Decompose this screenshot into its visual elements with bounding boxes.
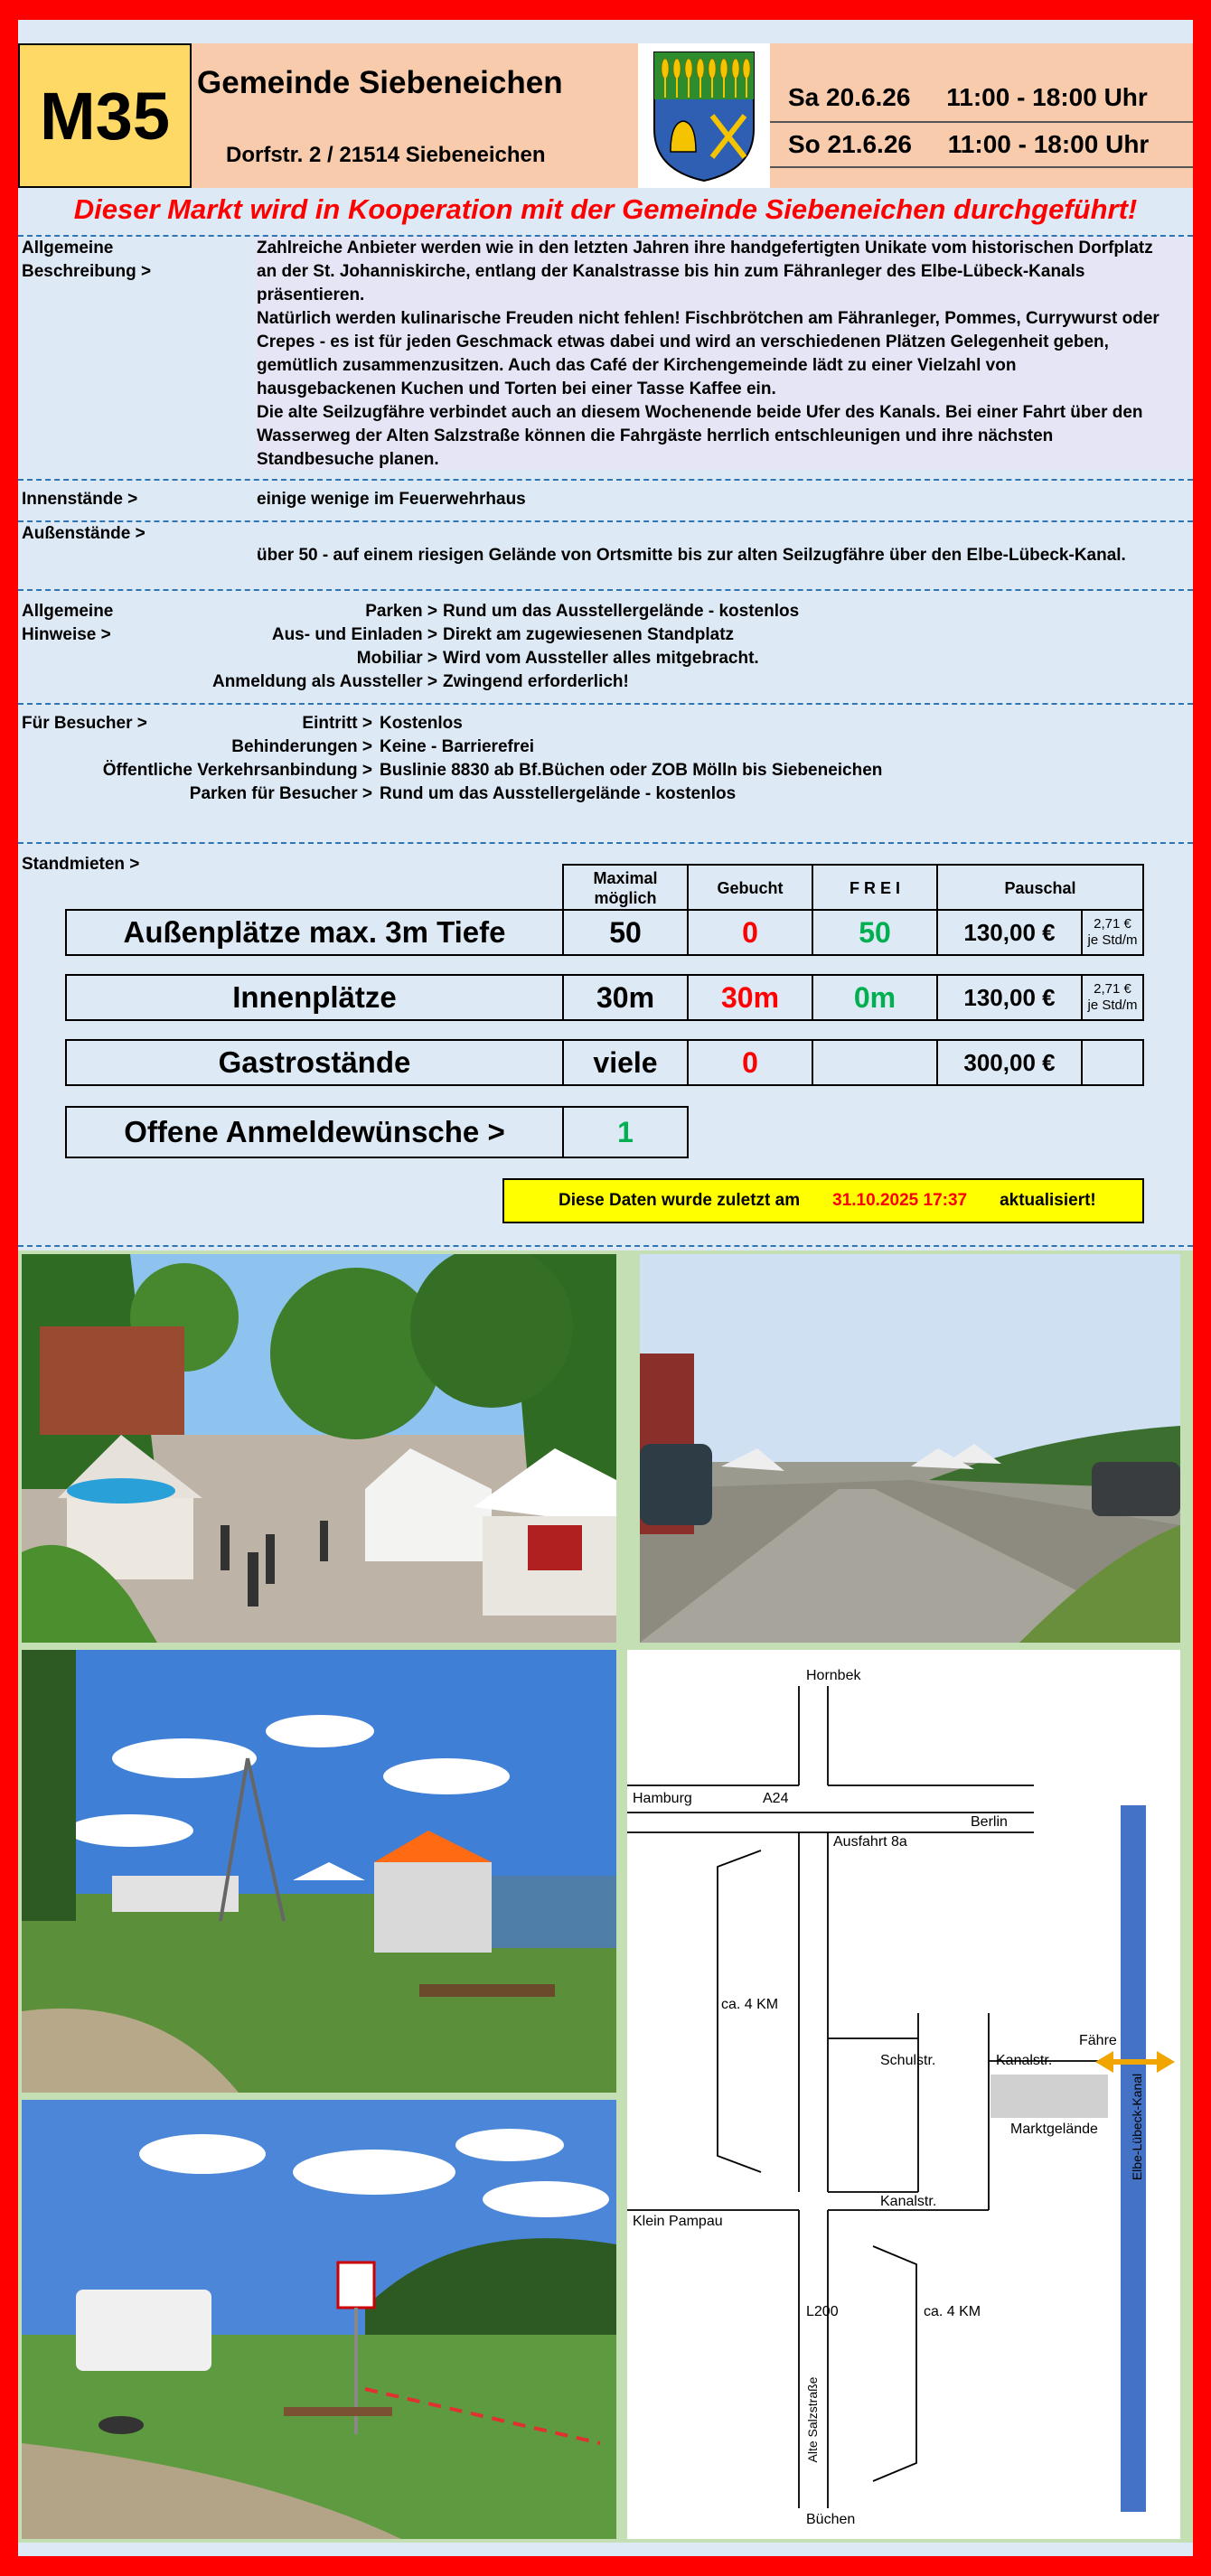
header-flat-rate: Pauschal xyxy=(936,864,1144,911)
description-text xyxy=(257,237,1191,472)
description-line: gemütlich zusammenzusitzen. Auch das Café der Kirchengemeinde lädt zu einer Vielzahl von xyxy=(257,356,1017,375)
notes-key: Anmeldung als Aussteller > xyxy=(211,672,437,691)
rent-row-outdoor-max: 50 xyxy=(562,909,689,956)
divider xyxy=(18,479,1193,481)
description-line: präsentieren. xyxy=(257,286,365,304)
header-free: F R E I xyxy=(812,864,938,911)
update-notice xyxy=(502,1178,1144,1223)
visitors-value: Buslinie 8830 ab Bf.Büchen oder ZOB Mölln bis Siebeneichen xyxy=(380,761,883,780)
rent-row-food-free xyxy=(812,1039,938,1086)
visitors-key: Öffentliche Verkehrsanbindung > xyxy=(102,761,372,780)
rent-row-outdoor-flat-rate: 130,00 € xyxy=(936,909,1083,956)
date-saturday xyxy=(788,83,1148,112)
description-line: Crepes - es ist für jeden Geschmack etwas dabei und wird an verschiedenen Plätzen Gelegenheit geben, xyxy=(257,333,1109,351)
hourly-unit: je Std/m xyxy=(1087,998,1138,1013)
notes-key: Parken > xyxy=(365,602,437,621)
map-label-distance-south: ca. 4 KM xyxy=(924,2304,981,2319)
visitors-label: Für Besucher > xyxy=(22,714,147,733)
notes-value: Direkt am zugewiesenen Standplatz xyxy=(443,625,735,644)
map-label-market-area: Marktgelände xyxy=(1010,2122,1098,2137)
description-line: Die alte Seilzugfähre verbindet auch an diesem Wochenende beide Ufer des Kanals. Bei einer Fahrt über den xyxy=(257,403,1143,422)
visitors-value: Kostenlos xyxy=(380,714,463,733)
coat-of-arms-icon xyxy=(638,43,770,188)
rent-row-indoor-name: Innenplätze xyxy=(65,974,564,1021)
rent-row-food-flat-rate: 300,00 € xyxy=(936,1039,1083,1086)
market-photo-4 xyxy=(22,2100,616,2539)
date-sunday-day: So 21.6.26 xyxy=(788,130,912,158)
rent-row-food-max: viele xyxy=(562,1039,689,1086)
description-line: Natürlich werden kulinarische Freuden nicht fehlen! Fischbrötchen am Fähranleger, Pommes, Currywurst oder xyxy=(257,309,1159,328)
map-label-klein-pampau: Klein Pampau xyxy=(633,2214,723,2229)
map-label-kanalstr-east: Kanalstr. xyxy=(996,2053,1053,2068)
rent-row-indoor-flat-rate: 130,00 € xyxy=(936,974,1083,1021)
open-requests-label: Offene Anmeldewünsche > xyxy=(65,1106,564,1158)
map-label-alte-salzstrasse: Alte Salzstraße xyxy=(805,2376,820,2463)
outdoor-stalls-text: über 50 - auf einem riesigen Gelände von Ortsmitte bis zur alten Seilzugfähre über den Elbe-Lübeck-Kanal. xyxy=(257,546,1126,565)
notes-value: Zwingend erforderlich! xyxy=(443,672,629,691)
divider xyxy=(18,589,1193,591)
description-line: Standbesuche planen. xyxy=(257,450,439,469)
notes-label xyxy=(22,600,113,647)
update-suffix: aktualisiert! xyxy=(1000,1191,1096,1210)
rent-row-food-name: Gastrostände xyxy=(65,1039,564,1086)
description-line: Wasserweg der Alten Salzstraße können die Fahrgäste herrlich entschleunigen und ihre nächsten xyxy=(257,426,1054,445)
hourly-price: 2,71 € xyxy=(1094,981,1131,997)
market-photo-2 xyxy=(640,1254,1180,1643)
cooperation-notice: Dieser Markt wird in Kooperation mit der Gemeinde Siebeneichen durchgeführt! xyxy=(73,193,1138,225)
description-line: Zahlreiche Anbieter werden wie in den letzten Jahren ihre handgefertigten Unikate vom historischen Dorfplatz xyxy=(257,239,1153,258)
map-label-kanalstr-south: Kanalstr. xyxy=(880,2194,937,2209)
rent-row-indoor-booked: 30m xyxy=(687,974,813,1021)
coat-of-arms xyxy=(638,43,770,188)
map-label-exit: Ausfahrt 8a xyxy=(833,1834,907,1850)
rent-label: Standmieten > xyxy=(22,855,140,874)
notes-values xyxy=(443,600,799,694)
description-line: hausgebackenen Kuchen und Torten bei einer Tasse Kaffee ein. xyxy=(257,379,776,398)
description-label xyxy=(22,237,151,284)
hourly-price: 2,71 € xyxy=(1094,916,1131,932)
visitors-keys xyxy=(54,712,372,806)
rent-row-indoor-max: 30m xyxy=(562,974,689,1021)
notes-label-line1: Allgemeine xyxy=(22,602,114,621)
market-code: M35 xyxy=(18,43,192,188)
open-requests-value: 1 xyxy=(562,1106,689,1158)
indoor-stalls-label: Innenstände > xyxy=(22,490,138,509)
description-label-line2: Beschreibung > xyxy=(22,262,152,281)
map-label-buechen: Büchen xyxy=(806,2512,856,2527)
map-label-berlin: Berlin xyxy=(971,1814,1008,1830)
visitors-key: Eintritt > xyxy=(302,714,372,733)
map-label-hamburg: Hamburg xyxy=(633,1791,692,1806)
header-max-line1: Maximal xyxy=(593,869,658,887)
header-max-line2: möglich xyxy=(594,889,657,907)
date-saturday-time: 11:00 - 18:00 Uhr xyxy=(946,83,1148,111)
rent-row-outdoor-hourly xyxy=(1081,909,1144,956)
notes-label-line2: Hinweise > xyxy=(22,625,111,644)
description-line: an der St. Johanniskirche, entlang der Kanalstrasse bis hin zum Fähranleger des Elbe-Lübeck-Kanals xyxy=(257,262,1085,281)
hourly-unit: je Std/m xyxy=(1087,932,1138,948)
location-map xyxy=(627,1650,1180,2539)
market-photo-1 xyxy=(22,1254,616,1643)
rent-row-outdoor-name: Außenplätze max. 3m Tiefe xyxy=(65,909,564,956)
rent-row-food-booked: 0 xyxy=(687,1039,813,1086)
divider xyxy=(18,703,1193,705)
rent-row-food-hourly xyxy=(1081,1039,1144,1086)
date-divider xyxy=(770,166,1193,168)
divider xyxy=(18,520,1193,522)
map-label-l200: L200 xyxy=(806,2304,839,2319)
header-booked: Gebucht xyxy=(687,864,813,911)
date-divider xyxy=(770,121,1193,123)
update-prefix: Diese Daten wurde zuletzt am xyxy=(559,1191,801,1210)
date-saturday-day: Sa 20.6.26 xyxy=(788,83,911,111)
rent-row-indoor-hourly xyxy=(1081,974,1144,1021)
date-sunday xyxy=(788,130,1149,159)
notes-key: Mobiliar > xyxy=(356,649,437,668)
organizer-name: Gemeinde Siebeneichen xyxy=(197,65,563,100)
notes-key: Aus- und Einladen > xyxy=(271,625,437,644)
organizer-address: Dorfstr. 2 / 21514 Siebeneichen xyxy=(226,143,546,167)
notes-value: Rund um das Ausstellergelände - kostenlos xyxy=(443,602,800,621)
date-sunday-time: 11:00 - 18:00 Uhr xyxy=(947,130,1150,158)
divider xyxy=(18,842,1193,844)
indoor-stalls-text: einige wenige im Feuerwehrhaus xyxy=(257,490,526,509)
visitors-value: Rund um das Ausstellergelände - kostenlos xyxy=(380,784,737,803)
visitors-key: Behinderungen > xyxy=(231,737,372,756)
description-label-line1: Allgemeine xyxy=(22,239,114,258)
rent-row-outdoor-free: 50 xyxy=(812,909,938,956)
notes-keys xyxy=(136,600,437,694)
visitors-value: Keine - Barrierefrei xyxy=(380,737,535,756)
outdoor-stalls-label: Außenstände > xyxy=(22,524,146,543)
map-label-a24: A24 xyxy=(763,1791,789,1806)
map-label-schulstr: Schulstr. xyxy=(880,2053,936,2068)
market-photo-3 xyxy=(22,1650,616,2093)
rent-row-indoor-free: 0m xyxy=(812,974,938,1021)
rent-row-outdoor-booked: 0 xyxy=(687,909,813,956)
map-label-hornbek: Hornbek xyxy=(806,1668,861,1683)
visitors-values xyxy=(380,712,882,806)
map-label-canal: Elbe-Lübeck-Kanal xyxy=(1130,2073,1144,2181)
update-date: 31.10.2025 17:37 xyxy=(832,1191,968,1210)
map-label-distance-north: ca. 4 KM xyxy=(721,1997,779,2012)
header-max xyxy=(562,864,689,911)
map-label-ferry: Fähre xyxy=(1079,2033,1117,2048)
notes-value: Wird vom Aussteller alles mitgebracht. xyxy=(443,649,759,668)
divider xyxy=(18,1245,1193,1247)
visitors-key: Parken für Besucher > xyxy=(189,784,372,803)
